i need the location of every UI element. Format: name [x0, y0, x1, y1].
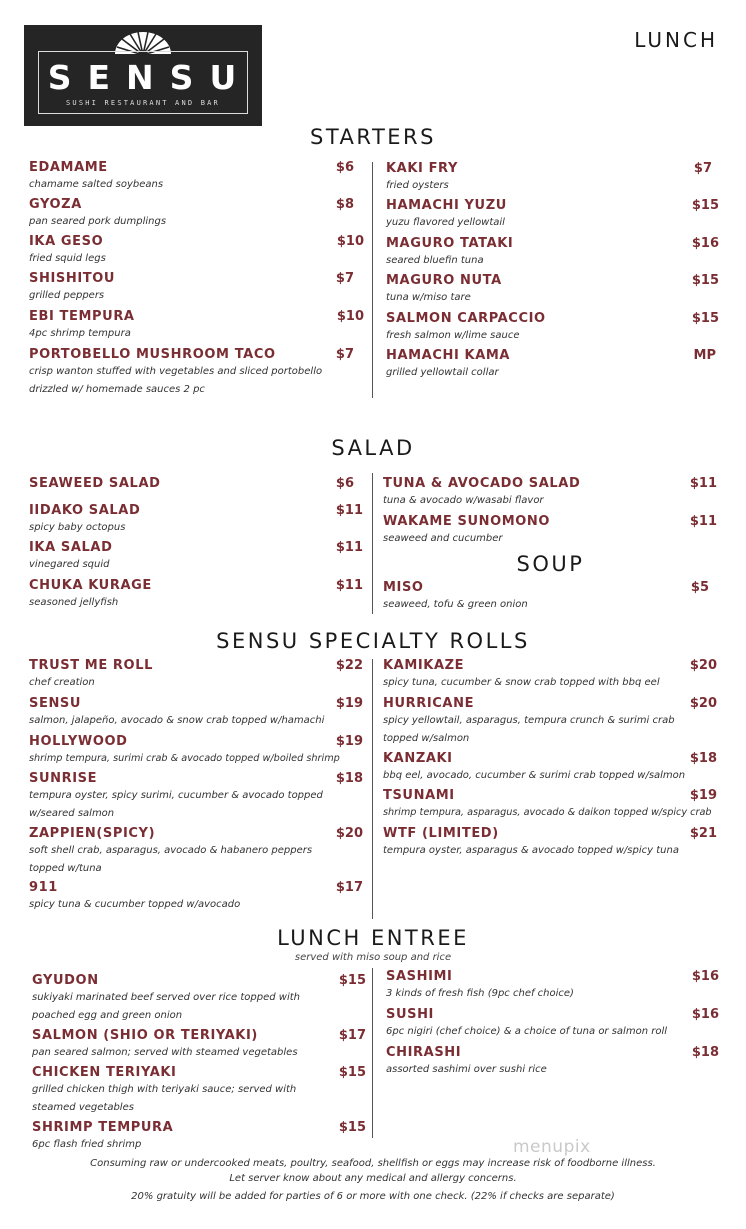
menu-item: [32, 1028, 366, 1062]
menu-item: [29, 197, 354, 231]
item-description: tempura oyster, asparagus & avocado topped w/spicy tuna: [383, 845, 679, 856]
item-name: HOLLYWOOD: [29, 734, 128, 749]
menu-item: [383, 514, 717, 548]
item-name: HAMACHI KAMA: [386, 348, 511, 363]
starters-title: STARTERS: [310, 125, 436, 149]
menu-item: [386, 311, 719, 345]
item-name: MISO: [383, 580, 424, 595]
menu-item: [29, 309, 364, 343]
item-price: $7: [335, 347, 354, 362]
menu-item: [29, 271, 354, 305]
column-divider: [372, 968, 373, 1138]
menu-item: [32, 973, 366, 1025]
item-description: tuna w/miso tare: [386, 292, 471, 303]
item-price: $5: [690, 580, 709, 595]
footer-gratuity-note: 20% gratuity will be added for parties of 6 or more with one check. (22% if checks are separate): [131, 1191, 615, 1202]
menu-item: [29, 658, 363, 692]
menu-item: [29, 826, 363, 878]
item-description: assorted sashimi over sushi rice: [386, 1064, 547, 1075]
item-description: spicy yellowtail, asparagus, tempura crunch & surimi crab topped w/salmon: [383, 715, 675, 744]
item-price: $16: [691, 1007, 719, 1022]
menu-item: [32, 1065, 366, 1117]
item-description: spicy tuna & cucumber topped w/avocado: [29, 899, 241, 910]
item-description: seaweed and cucumber: [383, 533, 503, 544]
item-price: $17: [335, 880, 363, 895]
menu-item: [29, 696, 363, 730]
menu-item: [386, 348, 716, 382]
item-price: $11: [689, 514, 717, 529]
item-price: $19: [689, 788, 717, 803]
item-price: $19: [335, 734, 363, 749]
item-name: ZAPPIEN(SPICY): [29, 826, 156, 841]
item-name: PORTOBELLO MUSHROOM TACO: [29, 347, 276, 362]
item-description: sukiyaki marinated beef served over rice topped with poached egg and green onion: [32, 992, 300, 1021]
item-name: TRUST ME ROLL: [29, 658, 153, 673]
item-name: SUSHI: [386, 1007, 434, 1022]
item-price: $10: [336, 234, 364, 249]
item-price: $18: [689, 751, 717, 766]
item-price: $15: [691, 311, 719, 326]
item-name: TUNA & AVOCADO SALAD: [383, 476, 581, 491]
item-description: shrimp tempura, asparagus, avocado & daikon topped w/spicy crab: [383, 807, 712, 818]
item-name: SALMON (SHIO OR TERIYAKI): [32, 1028, 258, 1043]
logo-subtitle: SUSHI RESTAURANT AND BAR: [66, 99, 220, 107]
item-name: HAMACHI YUZU: [386, 198, 507, 213]
item-description: spicy baby octopus: [29, 522, 126, 533]
item-name: TSUNAMI: [383, 788, 455, 803]
menu-item: [386, 236, 719, 270]
item-description: 3 kinds of fresh fish (9pc chef choice): [386, 988, 574, 999]
item-price: $15: [338, 1065, 366, 1080]
item-price: MP: [693, 348, 716, 363]
item-name: EBI TEMPURA: [29, 309, 135, 324]
menu-item: [29, 734, 363, 768]
item-description: chamame salted soybeans: [29, 179, 164, 190]
item-name: IKA SALAD: [29, 540, 113, 555]
footer-health-warning: Consuming raw or undercooked meats, poultry, seafood, shellfish or eggs may increase risk of foodborne illness.: [90, 1158, 656, 1169]
item-price: $6: [335, 476, 354, 491]
item-name: SASHIMI: [386, 969, 453, 984]
menu-item: [29, 234, 364, 268]
item-price: $16: [691, 236, 719, 251]
item-description: soft shell crab, asparagus, avocado & habanero peppers topped w/tuna: [29, 845, 313, 874]
item-description: seared bluefin tuna: [386, 255, 484, 266]
item-description: tuna & avocado w/wasabi flavor: [383, 495, 544, 506]
item-name: HURRICANE: [383, 696, 475, 711]
item-price: $21: [689, 826, 717, 841]
item-description: pan seared salmon; served with steamed vegetables: [32, 1047, 298, 1058]
item-price: $22: [335, 658, 363, 673]
menu-item: [383, 658, 717, 692]
menu-item: [383, 826, 717, 860]
item-name: GYOZA: [29, 197, 82, 212]
item-description: pan seared pork dumplings: [29, 216, 167, 227]
logo-name: SENSU: [47, 58, 253, 97]
item-name: SHRIMP TEMPURA: [32, 1120, 174, 1135]
column-divider: [372, 162, 373, 398]
item-name: CHICKEN TERIYAKI: [32, 1065, 177, 1080]
rolls-title: SENSU SPECIALTY ROLLS: [216, 629, 530, 653]
item-price: $20: [689, 696, 717, 711]
item-price: $10: [336, 309, 364, 324]
item-description: salmon, jalapeño, avocado & snow crab topped w/hamachi: [29, 715, 325, 726]
item-name: EDAMAME: [29, 160, 108, 175]
entree-title: LUNCH ENTREE: [277, 926, 469, 950]
item-name: SUNRISE: [29, 771, 98, 786]
item-name: KAMIKAZE: [383, 658, 465, 673]
menu-item: [383, 751, 717, 785]
item-price: $11: [335, 578, 363, 593]
menu-item: [29, 771, 363, 823]
item-description: 4pc shrimp tempura: [29, 328, 131, 339]
page-label: LUNCH: [634, 28, 718, 52]
item-name: SENSU: [29, 696, 82, 711]
item-price: $18: [335, 771, 363, 786]
item-description: tempura oyster, spicy surimi, cucumber & avocado topped w/seared salmon: [29, 790, 323, 819]
item-name: WAKAME SUNOMONO: [383, 514, 551, 529]
item-description: 6pc nigiri (chef choice) & a choice of tuna or salmon roll: [386, 1026, 668, 1037]
item-price: $7: [335, 271, 354, 286]
item-price: $15: [338, 1120, 366, 1135]
column-divider: [372, 659, 373, 919]
item-price: $15: [691, 273, 719, 288]
item-price: $15: [338, 973, 366, 988]
menu-item: [386, 969, 719, 1003]
item-description: fried oysters: [386, 180, 449, 191]
menu-item: [32, 1120, 366, 1154]
menu-item: [386, 198, 719, 232]
item-name: IIDAKO SALAD: [29, 503, 141, 518]
menu-item: [383, 580, 709, 614]
salad-title: SALAD: [331, 436, 415, 460]
item-description: yuzu flavored yellowtail: [386, 217, 505, 228]
menu-item: [29, 540, 363, 574]
footer-allergy-note: Let server know about any medical and allergy concerns.: [229, 1173, 517, 1184]
item-price: $19: [335, 696, 363, 711]
menu-item: [386, 1045, 719, 1079]
item-name: KANZAKI: [383, 751, 453, 766]
menu-item: [29, 476, 354, 491]
item-description: fried squid legs: [29, 253, 106, 264]
item-price: $11: [335, 503, 363, 518]
soup-title: SOUP: [516, 552, 585, 576]
item-price: $17: [338, 1028, 366, 1043]
item-description: grilled chicken thigh with teriyaki sauce; served with steamed vegetables: [32, 1084, 297, 1113]
item-name: WTF (LIMITED): [383, 826, 499, 841]
item-description: shrimp tempura, surimi crab & avocado topped w/boiled shrimp: [29, 753, 340, 764]
item-name: IKA GESO: [29, 234, 104, 249]
item-description: vinegared squid: [29, 559, 110, 570]
item-name: MAGURO NUTA: [386, 273, 502, 288]
menu-item: [29, 503, 363, 537]
menu-item: [386, 1007, 719, 1041]
item-description: fresh salmon w/lime sauce: [386, 330, 520, 341]
item-name: CHIRASHI: [386, 1045, 462, 1060]
item-description: crisp wanton stuffed with vegetables and sliced portobello drizzled w/ homemade sauces 2 pc: [29, 366, 323, 395]
item-name: 911: [29, 880, 58, 895]
item-name: KAKI FRY: [386, 161, 458, 176]
item-price: $6: [335, 160, 354, 175]
menu-item: [29, 880, 363, 914]
menu-item: [386, 161, 712, 195]
menu-item: [29, 160, 354, 194]
column-divider: [372, 473, 373, 614]
item-name: SHISHITOU: [29, 271, 116, 286]
item-name: CHUKA KURAGE: [29, 578, 152, 593]
item-description: grilled peppers: [29, 290, 105, 301]
menu-item: [383, 696, 717, 748]
item-price: $15: [691, 198, 719, 213]
item-name: SEAWEED SALAD: [29, 476, 161, 491]
item-name: MAGURO TATAKI: [386, 236, 514, 251]
item-price: $18: [691, 1045, 719, 1060]
menu-item: [383, 476, 717, 510]
item-name: GYUDON: [32, 973, 99, 988]
item-price: $20: [689, 658, 717, 673]
item-description: grilled yellowtail collar: [386, 367, 499, 378]
item-description: seasoned jellyfish: [29, 597, 119, 608]
menu-item: [29, 347, 354, 399]
menu-item: [386, 273, 719, 307]
restaurant-logo: [24, 25, 262, 126]
menu-item: [29, 578, 363, 612]
item-description: spicy tuna, cucumber & snow crab topped with bbq eel: [383, 677, 660, 688]
item-price: $8: [335, 197, 354, 212]
item-price: $11: [689, 476, 717, 491]
watermark: menupix: [513, 1137, 591, 1157]
item-description: 6pc flash fried shrimp: [32, 1139, 142, 1150]
menu-item: [383, 788, 717, 822]
item-price: $11: [335, 540, 363, 555]
item-price: $16: [691, 969, 719, 984]
item-description: chef creation: [29, 677, 95, 688]
item-price: $20: [335, 826, 363, 841]
item-description: bbq eel, avocado, cucumber & surimi crab topped w/salmon: [383, 770, 686, 781]
item-description: seaweed, tofu & green onion: [383, 599, 528, 610]
entree-note: served with miso soup and rice: [294, 952, 452, 963]
item-name: SALMON CARPACCIO: [386, 311, 546, 326]
item-price: $7: [693, 161, 712, 176]
